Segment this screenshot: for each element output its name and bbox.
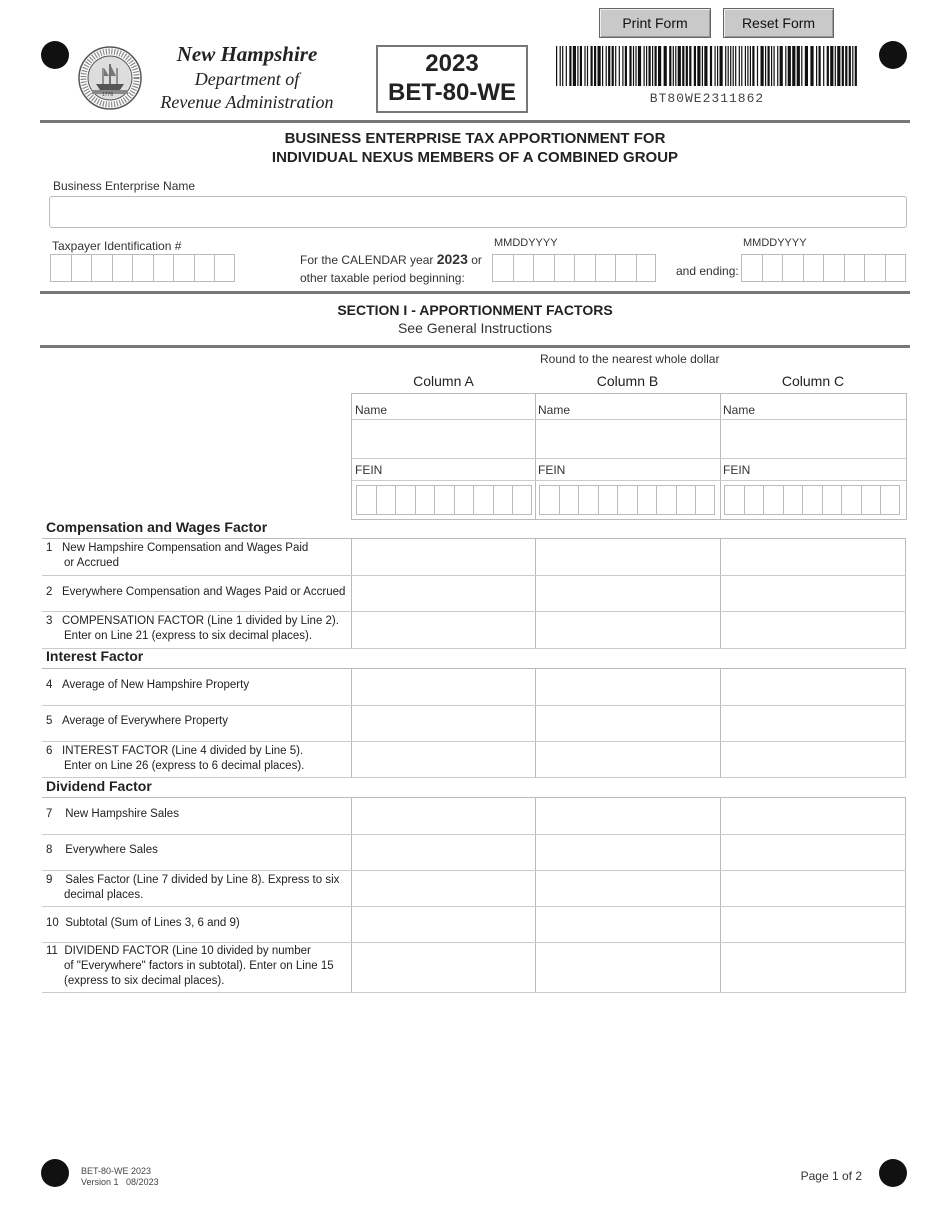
barcode-bar — [602, 46, 603, 86]
form-title-line1: BUSINESS ENTERPRISE TAX APPORTIONMENT FOR — [284, 130, 666, 147]
col-c-fein-label: FEIN — [723, 463, 751, 477]
page-number: Page 1 of 2 — [800, 1169, 862, 1183]
reset-form-button[interactable]: Reset Form — [723, 8, 834, 38]
form-code-box — [376, 45, 528, 113]
line-7-col-b-input[interactable] — [535, 798, 720, 834]
barcode-bar — [816, 46, 817, 86]
barcode-bar — [562, 46, 563, 86]
tin-label: Taxpayer Identification # — [52, 239, 182, 253]
line-8-col-b-input[interactable] — [535, 835, 720, 870]
round-note: Round to the nearest whole dollar — [540, 352, 720, 366]
barcode-bar — [823, 46, 824, 86]
line-8-label: 8 Everywhere Sales — [46, 844, 158, 856]
barcode-bar — [697, 46, 700, 86]
end-date-format: MMDDYYYY — [743, 237, 807, 249]
column-a-header: Column A — [413, 373, 474, 389]
barcode-bar — [704, 46, 707, 86]
barcode-bar — [608, 46, 610, 86]
barcode-bar — [678, 46, 681, 86]
line-11-col-a-input[interactable] — [351, 943, 535, 992]
fein-digit-cell[interactable] — [783, 485, 803, 515]
barcode-bar — [615, 46, 616, 86]
line-4-col-c-input[interactable] — [720, 669, 906, 705]
line-1-row — [42, 539, 906, 576]
fein-digit-cell[interactable] — [473, 485, 493, 515]
registration-mark — [41, 1159, 69, 1187]
barcode-bar — [765, 46, 766, 86]
line-6-col-b-input[interactable] — [535, 742, 720, 777]
line-5-col-b-input[interactable] — [535, 706, 720, 741]
barcode-bar — [606, 46, 607, 86]
line-6-col-c-input[interactable] — [720, 742, 906, 777]
barcode-text: BT80WE2311862 — [649, 91, 765, 106]
fein-digit-cell[interactable] — [724, 485, 744, 515]
fein-digit-cell[interactable] — [802, 485, 822, 515]
barcode-bar — [785, 46, 786, 86]
barcode-bar — [805, 46, 808, 86]
column-c-header: Column C — [781, 373, 845, 389]
section-divider-top — [40, 291, 910, 294]
tin-input[interactable] — [50, 254, 235, 282]
line-5-col-a-input[interactable] — [351, 706, 535, 741]
col-a-fein-label: FEIN — [355, 463, 383, 477]
line-11-col-c-input[interactable] — [720, 943, 906, 992]
line-10-col-c-input[interactable] — [720, 907, 906, 942]
fein-digit-cell[interactable] — [822, 485, 842, 515]
barcode-bar — [797, 46, 800, 86]
line-3-label: 3 COMPENSATION FACTOR (Line 1 divided by Line 2). Enter on Line 21 (express to six decimal places). — [46, 615, 339, 642]
period-year: 2023 — [436, 251, 468, 267]
barcode-bar — [580, 46, 582, 86]
fein-digit-cell[interactable] — [880, 485, 900, 515]
barcode-bar — [835, 46, 836, 86]
footer-form-id — [81, 1166, 159, 1188]
barcode-bar — [694, 46, 696, 86]
barcode-bar — [577, 46, 578, 86]
fein-digit-cell[interactable] — [512, 485, 532, 515]
line-1-col-b-input[interactable] — [535, 539, 720, 575]
line-3-row — [42, 612, 906, 649]
barcode-bar — [622, 46, 623, 86]
interest-heading: Interest Factor — [46, 648, 144, 664]
barcode-bar — [556, 46, 557, 86]
barcode-bar — [827, 46, 829, 86]
line-7-row — [42, 798, 906, 835]
barcode-bar — [717, 46, 718, 86]
line-9-row — [42, 871, 906, 907]
barcode-bar — [638, 46, 641, 86]
barcode-bar — [673, 46, 674, 86]
barcode-bar — [664, 46, 667, 86]
line-9-col-c-input[interactable] — [720, 871, 906, 906]
line-11-row — [42, 943, 906, 993]
barcode-bar — [774, 46, 775, 86]
barcode-bar — [612, 46, 614, 86]
barcode-bar — [629, 46, 631, 86]
form-year: 2023 — [425, 50, 479, 77]
agency-state: New Hampshire — [176, 42, 318, 66]
barcode-bar — [852, 46, 853, 86]
barcode-bar — [702, 46, 703, 86]
end-date-input[interactable] — [741, 254, 906, 282]
barcode-bar — [625, 46, 627, 86]
fein-digit-cell[interactable] — [434, 485, 454, 515]
fein-digit-cell[interactable] — [744, 485, 764, 515]
barcode-bar — [587, 46, 588, 86]
line-4-col-a-input[interactable] — [351, 669, 535, 705]
line-7-col-a-input[interactable] — [351, 798, 535, 834]
line-1-col-c-input[interactable] — [720, 539, 906, 575]
barcode-bar — [566, 46, 567, 86]
line-3-col-c-input[interactable] — [720, 612, 906, 648]
line-8-col-a-input[interactable] — [351, 835, 535, 870]
line-1-label: 1 New Hampshire Compensation and Wages Paid or Accrued — [46, 542, 309, 569]
barcode-bar — [845, 46, 847, 86]
col-c-name-label: Name — [723, 403, 756, 417]
dividend-table — [42, 797, 906, 994]
barcode-bar — [569, 46, 571, 86]
line-6-row — [42, 742, 906, 778]
line-10-label: 10 Subtotal (Sum of Lines 3, 6 and 9) — [46, 917, 240, 929]
barcode-bar — [837, 46, 840, 86]
barcode-bar — [682, 46, 684, 86]
section1-title: SECTION I - APPORTIONMENT FACTORS — [337, 302, 613, 318]
fein-digit-cell[interactable] — [356, 485, 376, 515]
begin-date-input[interactable] — [492, 254, 656, 282]
compensation-table — [42, 538, 906, 649]
footer-version-date: 08/2023 — [126, 1177, 159, 1187]
registration-mark — [879, 41, 907, 69]
line-11-col-b-input[interactable] — [535, 943, 720, 992]
barcode-bar — [747, 46, 748, 86]
header-divider — [40, 120, 910, 123]
barcode-bar — [771, 46, 772, 86]
agency-dept-line2: Revenue Administration — [160, 92, 334, 112]
barcode-bar — [730, 46, 731, 86]
barcode-bar — [752, 46, 754, 86]
barcode-bar — [655, 46, 657, 86]
line-7-col-c-input[interactable] — [720, 798, 906, 834]
barcode-bar — [819, 46, 821, 86]
form-title — [40, 129, 910, 167]
compensation-heading: Compensation and Wages Factor — [46, 519, 268, 535]
line-5-row — [42, 706, 906, 742]
barcode-bar — [855, 46, 857, 86]
line-3-col-a-input[interactable] — [351, 612, 535, 648]
fein-digit-cell[interactable] — [861, 485, 881, 515]
line-4-label: 4 Average of New Hampshire Property — [46, 679, 250, 691]
fein-digit-cell[interactable] — [617, 485, 637, 515]
barcode-bar — [652, 46, 653, 86]
period-text2: other taxable period beginning: — [300, 271, 465, 285]
begin-date-format: MMDDYYYY — [494, 237, 558, 249]
barcode-bar — [710, 46, 712, 86]
line-2-col-a-input[interactable] — [351, 576, 535, 611]
barcode-bar — [777, 46, 778, 86]
barcode-bar — [733, 46, 734, 86]
barcode-bar — [594, 46, 596, 86]
barcode-bar — [633, 46, 634, 86]
seal-year: 1776 — [102, 92, 114, 98]
period-text — [300, 250, 482, 287]
line-6-col-a-input[interactable] — [351, 742, 535, 777]
line-9-col-b-input[interactable] — [535, 871, 720, 906]
col-a-name-input[interactable] — [353, 420, 534, 457]
barcode-bar — [739, 46, 740, 86]
line-2-col-c-input[interactable] — [720, 576, 906, 611]
print-form-button[interactable]: Print Form — [599, 8, 711, 38]
barcode-bar — [768, 46, 770, 86]
barcode-bar — [598, 46, 601, 86]
fein-digit-cell[interactable] — [598, 485, 618, 515]
line-9-label: 9 Sales Factor (Line 7 divided by Line 8). Express to six decimal places. — [46, 874, 340, 901]
section-divider-bottom — [40, 345, 910, 348]
barcode-bar — [761, 46, 764, 86]
barcode-bar — [591, 46, 593, 86]
barcode-bar — [584, 46, 585, 86]
form-code: BET-80-WE — [387, 79, 516, 106]
line-7-label: 7 New Hampshire Sales — [46, 808, 179, 820]
section1-subtitle: See General Instructions — [397, 320, 553, 336]
col-c-fein-input[interactable] — [724, 485, 900, 515]
barcode-bar — [658, 46, 661, 86]
column-b-header: Column B — [596, 373, 659, 389]
barcode-bar — [788, 46, 791, 86]
registration-mark — [41, 41, 69, 69]
barcode-bar — [720, 46, 723, 86]
fein-digit-cell[interactable] — [676, 485, 696, 515]
col-b-name-label: Name — [538, 403, 571, 417]
barcode — [556, 46, 858, 88]
line-11-label: 11 DIVIDEND FACTOR (Line 10 divided by number of "Everywhere" factors in subtotal). Enter on Line 15 (express to six decimal places). — [46, 945, 334, 987]
barcode-bar — [560, 46, 561, 86]
fein-digit-cell[interactable] — [841, 485, 861, 515]
barcode-bar — [735, 46, 736, 86]
line-10-col-a-input[interactable] — [351, 907, 535, 942]
col-b-name-input[interactable] — [536, 420, 719, 457]
fein-digit-cell[interactable] — [415, 485, 435, 515]
barcode-bar — [801, 46, 802, 86]
col-c-name-input[interactable] — [721, 420, 905, 457]
state-seal-icon — [78, 46, 142, 110]
barcode-bar — [689, 46, 691, 86]
fein-digit-cell[interactable] — [376, 485, 396, 515]
barcode-bar — [675, 46, 676, 86]
line-6-label: 6 INTEREST FACTOR (Line 4 divided by Line 5). Enter on Line 26 (express to 6 decimal places). — [46, 745, 305, 772]
line-3-col-b-input[interactable] — [535, 612, 720, 648]
fein-digit-cell[interactable] — [578, 485, 598, 515]
barcode-bar — [757, 46, 758, 86]
barcode-bar — [842, 46, 844, 86]
interest-table — [42, 668, 906, 779]
fein-digit-cell[interactable] — [539, 485, 559, 515]
line-8-row — [42, 835, 906, 871]
barcode-bar — [573, 46, 576, 86]
line-9-col-a-input[interactable] — [351, 871, 535, 906]
fein-digit-cell[interactable] — [763, 485, 783, 515]
agency-dept-line1: Department of — [194, 69, 300, 89]
line-5-label: 5 Average of Everywhere Property — [46, 715, 228, 727]
ending-label: and ending: — [676, 264, 739, 278]
period-or: or — [471, 253, 482, 267]
fein-digit-cell[interactable] — [454, 485, 474, 515]
fein-digit-cell[interactable] — [559, 485, 579, 515]
line-2-row — [42, 576, 906, 612]
col-b-fein-label: FEIN — [538, 463, 566, 477]
fein-digit-cell[interactable] — [493, 485, 513, 515]
fein-digit-cell[interactable] — [637, 485, 657, 515]
dividend-heading: Dividend Factor — [46, 778, 152, 794]
col-b-fein-input[interactable] — [539, 485, 715, 515]
barcode-bar — [750, 46, 751, 86]
registration-mark — [879, 1159, 907, 1187]
line-1-col-a-input[interactable] — [351, 539, 535, 575]
barcode-bar — [649, 46, 651, 86]
barcode-bar — [745, 46, 746, 86]
barcode-bar — [741, 46, 742, 86]
barcode-bar — [725, 46, 726, 86]
line-4-col-b-input[interactable] — [535, 669, 720, 705]
barcode-bar — [686, 46, 688, 86]
line-2-col-b-input[interactable] — [535, 576, 720, 611]
fein-digit-cell[interactable] — [656, 485, 676, 515]
col-a-name-label: Name — [355, 403, 388, 417]
barcode-bar — [830, 46, 833, 86]
barcode-bar — [849, 46, 851, 86]
barcode-bar — [669, 46, 671, 86]
barcode-bar — [715, 46, 716, 86]
col-a-fein-input[interactable] — [356, 485, 532, 515]
line-10-row — [42, 907, 906, 943]
barcode-bar — [780, 46, 783, 86]
line-8-col-c-input[interactable] — [720, 835, 906, 870]
barcode-bar — [646, 46, 647, 86]
barcode-bar — [635, 46, 636, 86]
footer-form-code: BET-80-WE 2023 — [81, 1166, 152, 1176]
barcode-bar — [619, 46, 620, 86]
barcode-bar — [644, 46, 645, 86]
line-2-label: 2 Everywhere Compensation and Wages Paid or Accrued — [46, 586, 346, 598]
barcode-bar — [810, 46, 813, 86]
barcode-bar — [792, 46, 795, 86]
period-text1: For the CALENDAR year — [300, 253, 434, 267]
fein-digit-cell[interactable] — [695, 485, 715, 515]
barcode-bar — [728, 46, 729, 86]
form-title-line2: INDIVIDUAL NEXUS MEMBERS OF A COMBINED GROUP — [271, 149, 679, 166]
line-10-col-b-input[interactable] — [535, 907, 720, 942]
business-name-input[interactable] — [49, 196, 907, 228]
fein-digit-cell[interactable] — [395, 485, 415, 515]
line-4-row — [42, 669, 906, 706]
business-name-label: Business Enterprise Name — [53, 179, 196, 193]
member-info-grid — [351, 393, 907, 520]
footer-version: Version 1 — [81, 1177, 119, 1187]
line-5-col-c-input[interactable] — [720, 706, 906, 741]
